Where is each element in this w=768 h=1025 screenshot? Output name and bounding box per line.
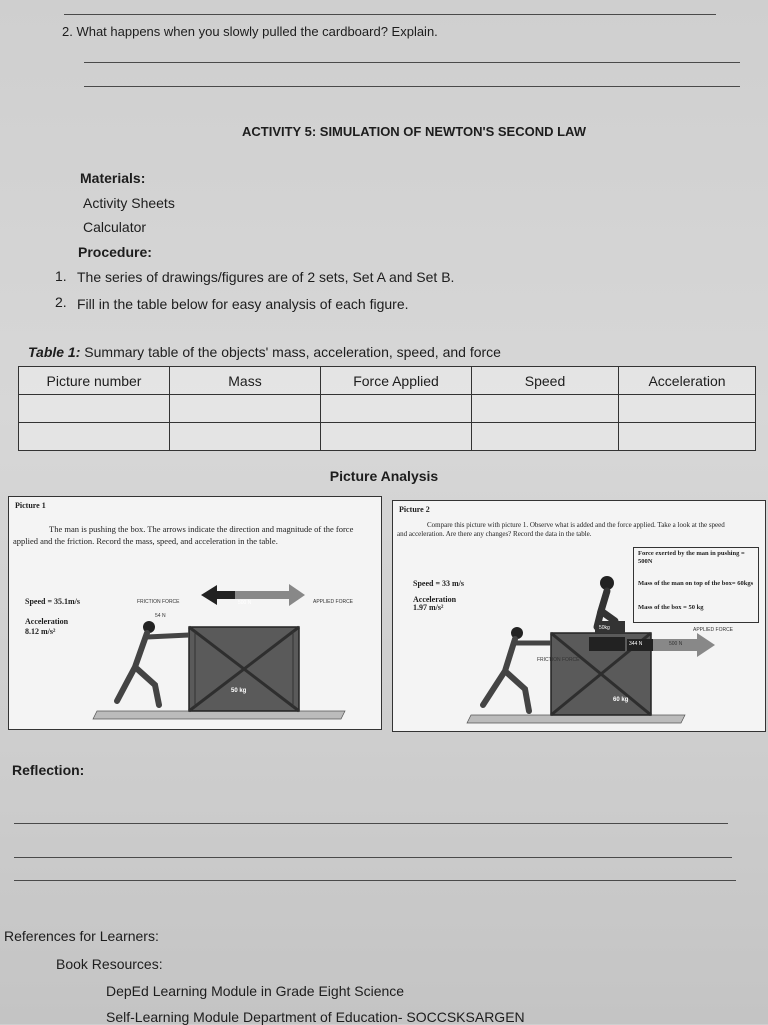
top-rule — [64, 14, 716, 15]
table-cell[interactable] — [170, 423, 321, 451]
header-mass: Mass — [170, 367, 321, 395]
picture-1-title: Picture 1 — [15, 501, 46, 510]
man-body — [117, 633, 159, 705]
friction-force-label-2: FRICTION FORCE — [537, 657, 580, 663]
picture-2-accel-label: Acceleration — [413, 595, 457, 604]
picture-1-speed: Speed = 35.1m/s — [25, 597, 81, 606]
force-label-bar — [589, 637, 625, 651]
picture-1-illustration — [9, 581, 381, 729]
header-speed: Speed — [472, 367, 619, 395]
man-arms — [147, 635, 189, 637]
table-cell[interactable] — [19, 423, 170, 451]
reflection-line[interactable] — [14, 880, 736, 881]
table-header-row — [19, 367, 756, 395]
picture-2-panel — [392, 500, 766, 732]
procedure-step: Fill in the table below for easy analysis of each figure. — [77, 296, 409, 312]
material-item: Calculator — [83, 219, 147, 235]
table-caption-text: Summary table of the objects' mass, acceleration, speed, and force — [80, 344, 501, 360]
picture-1-accel-label: Acceleration — [25, 617, 69, 626]
table-cell[interactable] — [321, 423, 472, 451]
table-cell[interactable] — [19, 395, 170, 423]
reference-item: DepEd Learning Module in Grade Eight Science — [106, 983, 405, 999]
friction-force-value: 500 N — [238, 600, 252, 606]
header-acceleration: Acceleration — [619, 367, 756, 395]
info-force: Force exerted by the man in pushing = 500N — [638, 550, 745, 565]
reference-item: Self-Learning Module Department of Education- SOCCSKSARGEN — [106, 1009, 525, 1025]
applied-force-value: 54 N — [155, 613, 166, 619]
picture-1-panel — [8, 496, 382, 730]
reflection-line[interactable] — [14, 857, 732, 858]
procedure-step-num: 2. — [55, 294, 67, 310]
table-cell[interactable] — [472, 423, 619, 451]
materials-heading: Materials: — [80, 170, 146, 186]
reflection-heading: Reflection: — [12, 762, 85, 778]
answer-line[interactable] — [84, 62, 740, 63]
procedure-heading: Procedure: — [78, 244, 152, 260]
question-2: 2. What happens when you slowly pulled the cardboard? Explain. — [62, 24, 438, 39]
table-cell[interactable] — [472, 395, 619, 423]
floor — [93, 711, 345, 719]
summary-table — [18, 366, 756, 451]
material-item: Activity Sheets — [83, 195, 175, 211]
picture-analysis-heading: Picture Analysis — [329, 468, 439, 484]
header-picture-number: Picture number — [19, 367, 170, 395]
table-label: Table 1: — [28, 344, 81, 360]
header-force-applied: Force Applied — [321, 367, 472, 395]
activity-title: ACTIVITY 5: SIMULATION OF NEWTON'S SECOND LAW — [242, 124, 586, 139]
picture-1-box-mass: 50 kg — [231, 688, 247, 694]
picture-2-title: Picture 2 — [399, 505, 430, 514]
friction-force-value-2: 344 N — [629, 641, 643, 647]
picture-2-illustration — [393, 571, 765, 731]
info-box-mass: Mass of the box = 50 kg — [638, 604, 704, 611]
picture-1-text: The man is pushing the box. The arrows indicate the direction and magnitude of the force applied and the friction. Record the mass, speed, and acceleration in the table. — [13, 524, 354, 546]
applied-force-label-2: APPLIED FORCE — [693, 627, 734, 633]
references-heading: References for Learners: — [4, 928, 159, 944]
answer-line[interactable] — [84, 86, 740, 87]
picture-2-box-mass: 60 kg — [613, 697, 629, 703]
man-body — [483, 639, 529, 711]
procedure-step: The series of drawings/figures are of 2 sets, Set A and Set B. — [77, 269, 455, 285]
floor — [467, 715, 685, 723]
table-cell[interactable] — [170, 395, 321, 423]
reflection-line[interactable] — [14, 823, 728, 824]
table-caption — [28, 344, 501, 360]
procedure-step-num: 1. — [55, 268, 67, 284]
table-cell[interactable] — [321, 395, 472, 423]
applied-force-value-2: 500 N — [669, 641, 683, 647]
picture-1-accel-value: 8.12 m/s² — [25, 627, 56, 636]
picture-2-text: Compare this picture with picture 1. Observe what is added and the force applied. Take a look at the speed and acceleration. Are there any changes? Record the data in the table. — [397, 521, 725, 538]
friction-force-label: FRICTION FORCE — [137, 599, 180, 605]
table-cell[interactable] — [619, 423, 756, 451]
table-row — [19, 423, 756, 451]
man-mass-label: 50kg — [599, 625, 610, 631]
table-cell[interactable] — [619, 395, 756, 423]
picture-2-accel-value: 1.97 m/s² — [413, 603, 444, 612]
applied-arrow — [653, 633, 715, 657]
applied-force-label: APPLIED FORCE — [313, 599, 354, 605]
friction-arrow — [201, 585, 235, 605]
picture-2-speed: Speed = 33 m/s — [413, 579, 465, 588]
table-row — [19, 395, 756, 423]
book-resources: Book Resources: — [56, 956, 163, 972]
info-man-mass: Mass of the man on top of the box= 60kgs — [638, 580, 754, 587]
